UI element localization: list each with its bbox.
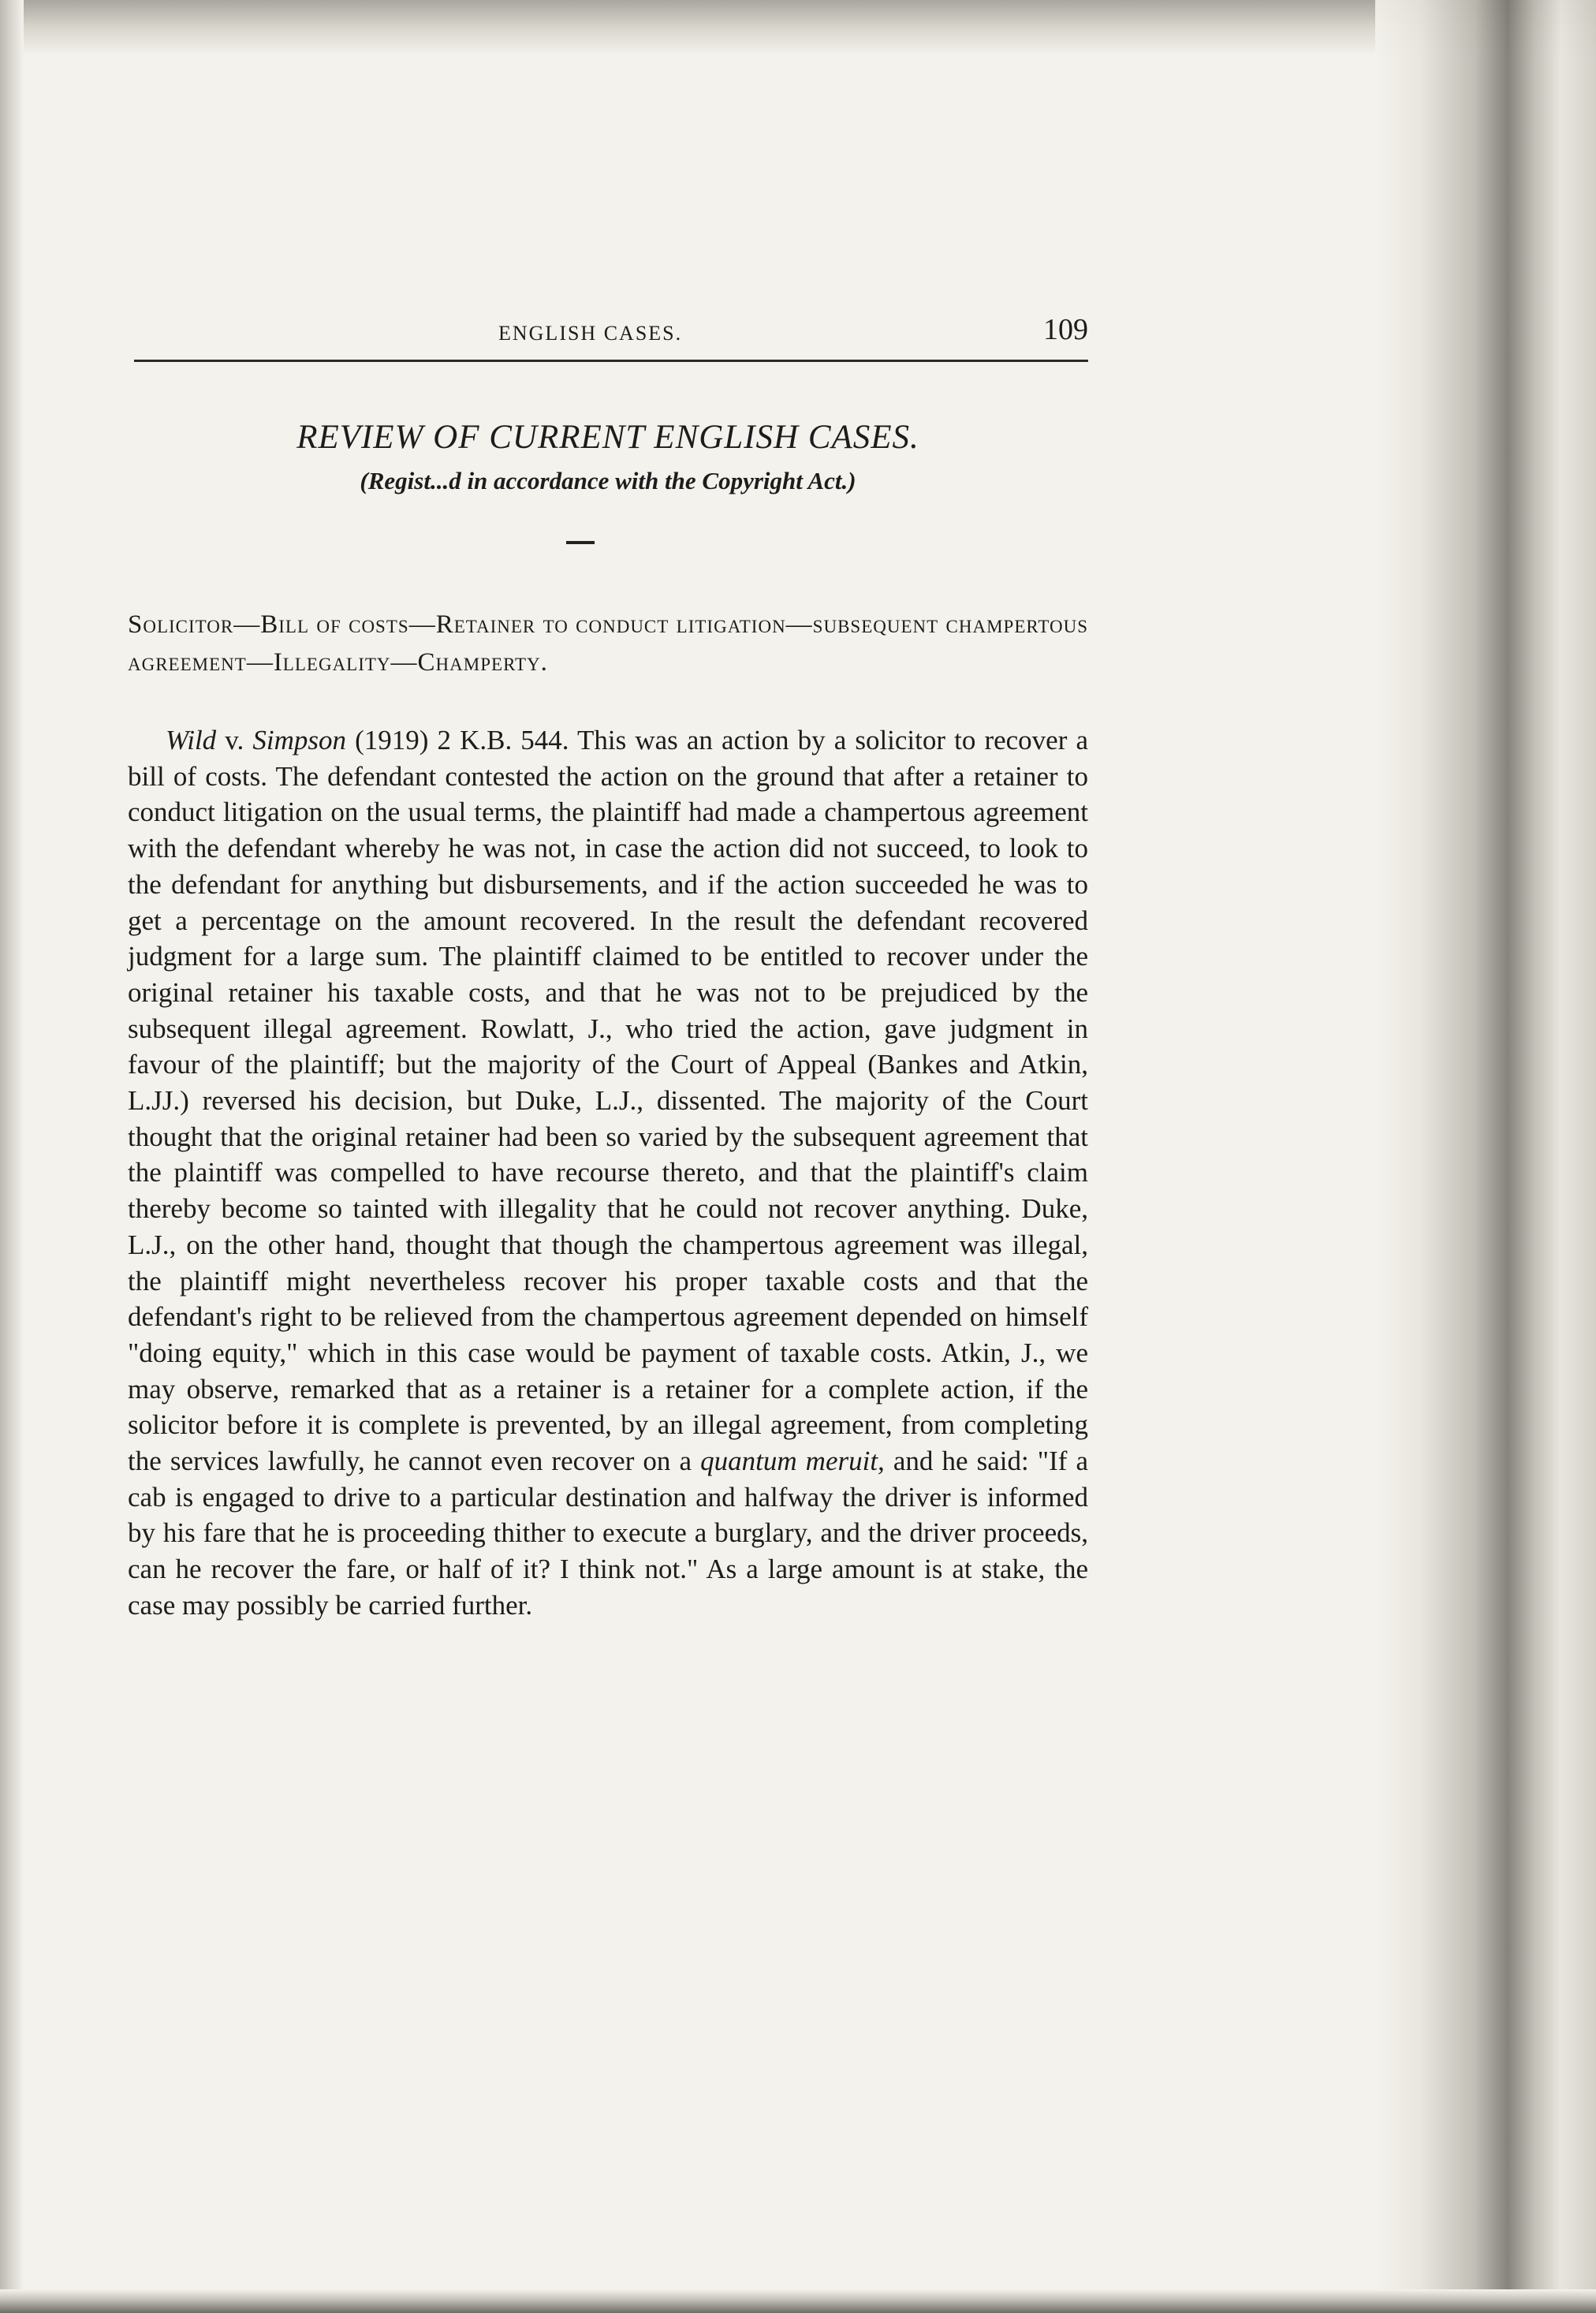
scan-binding-edge	[1375, 0, 1596, 2313]
page-number: 109	[1043, 313, 1088, 346]
case-headnote: Solicitor—Bill of costs—Retainer to conduct litigation—subsequent champertous agreement—Illegality—Champerty.	[128, 610, 1088, 677]
scan-shadow-bottom	[0, 2289, 1596, 2313]
scan-shadow-left	[0, 0, 24, 2313]
case-party-defendant: Simpson	[252, 725, 346, 755]
case-versus: v.	[216, 725, 253, 755]
case-summary	[128, 722, 1088, 1624]
page-title: REVIEW OF CURRENT ENGLISH CASES.	[296, 419, 919, 456]
header-rule	[134, 360, 1088, 362]
section-divider	[566, 541, 595, 544]
case-text-part-2: and he said: "If a cab is engaged to drive to a particular destination and halfway the driver is informed by his fare that he is proceeding thither to execute a burglary, and the driver proceeds, can he recover the fare, or half of it? I think not." As a large amount is at stake, the case may possibly be carried further.	[128, 1446, 1088, 1621]
latin-phrase: quantum meruit,	[700, 1446, 885, 1477]
copyright-note: (Regist...d in accordance with the Copyright Act.)	[360, 467, 856, 494]
page-header	[128, 312, 1088, 360]
case-text-part-1: (1919) 2 K.B. 544. This was an action by a solicitor to recover a bill of costs. The defendant contested the action on the ground that after a retainer to conduct litigation on the usual terms, the plaintiff had made a champertous agreement with the defendant whereby he was not, in case the action did not succeed, to look to the defendant for anything but disbursements, and if the action succeeded he was to get a percentage on the amount recovered. In the result the defendant recovered judgment for a large sum. The plaintiff claimed to be entitled to recover under the original retainer his taxable costs, and that he was not to be prejudiced by the subsequent illegal agreement. Rowlatt, J., who tried the action, gave judgment in favour of the plaintiff; but the majority of the Court of Appeal (Bankes and Atkin, L.JJ.) reversed his decision, but Duke, L.J., dissented. The majority of the Court thought that the original retainer had been so varied by the subsequent agreement that the plaintiff was compelled to have recourse thereto, and that the plaintiff's claim thereby become so tainted with illegality that he could not recover anything. Duke, L.J., on the other hand, thought that though the champertous agreement was illegal, the plaintiff might nevertheless recover his proper taxable costs and that the defendant's right to be relieved from the champertous agreement depended on himself "doing equity," which in this case would be payment of taxable costs. Atkin, J., we may observe, remarked that as a retainer is a retainer for a complete action, if the solicitor before it is complete is prevented, by an illegal agreement, from completing the services lawfully, he cannot even recover on a	[128, 725, 1088, 1477]
scan-shadow-top	[0, 0, 1596, 55]
case-party-plaintiff: Wild	[166, 725, 217, 755]
case-paragraph	[128, 722, 1088, 1624]
running-head: ENGLISH CASES.	[498, 322, 683, 345]
